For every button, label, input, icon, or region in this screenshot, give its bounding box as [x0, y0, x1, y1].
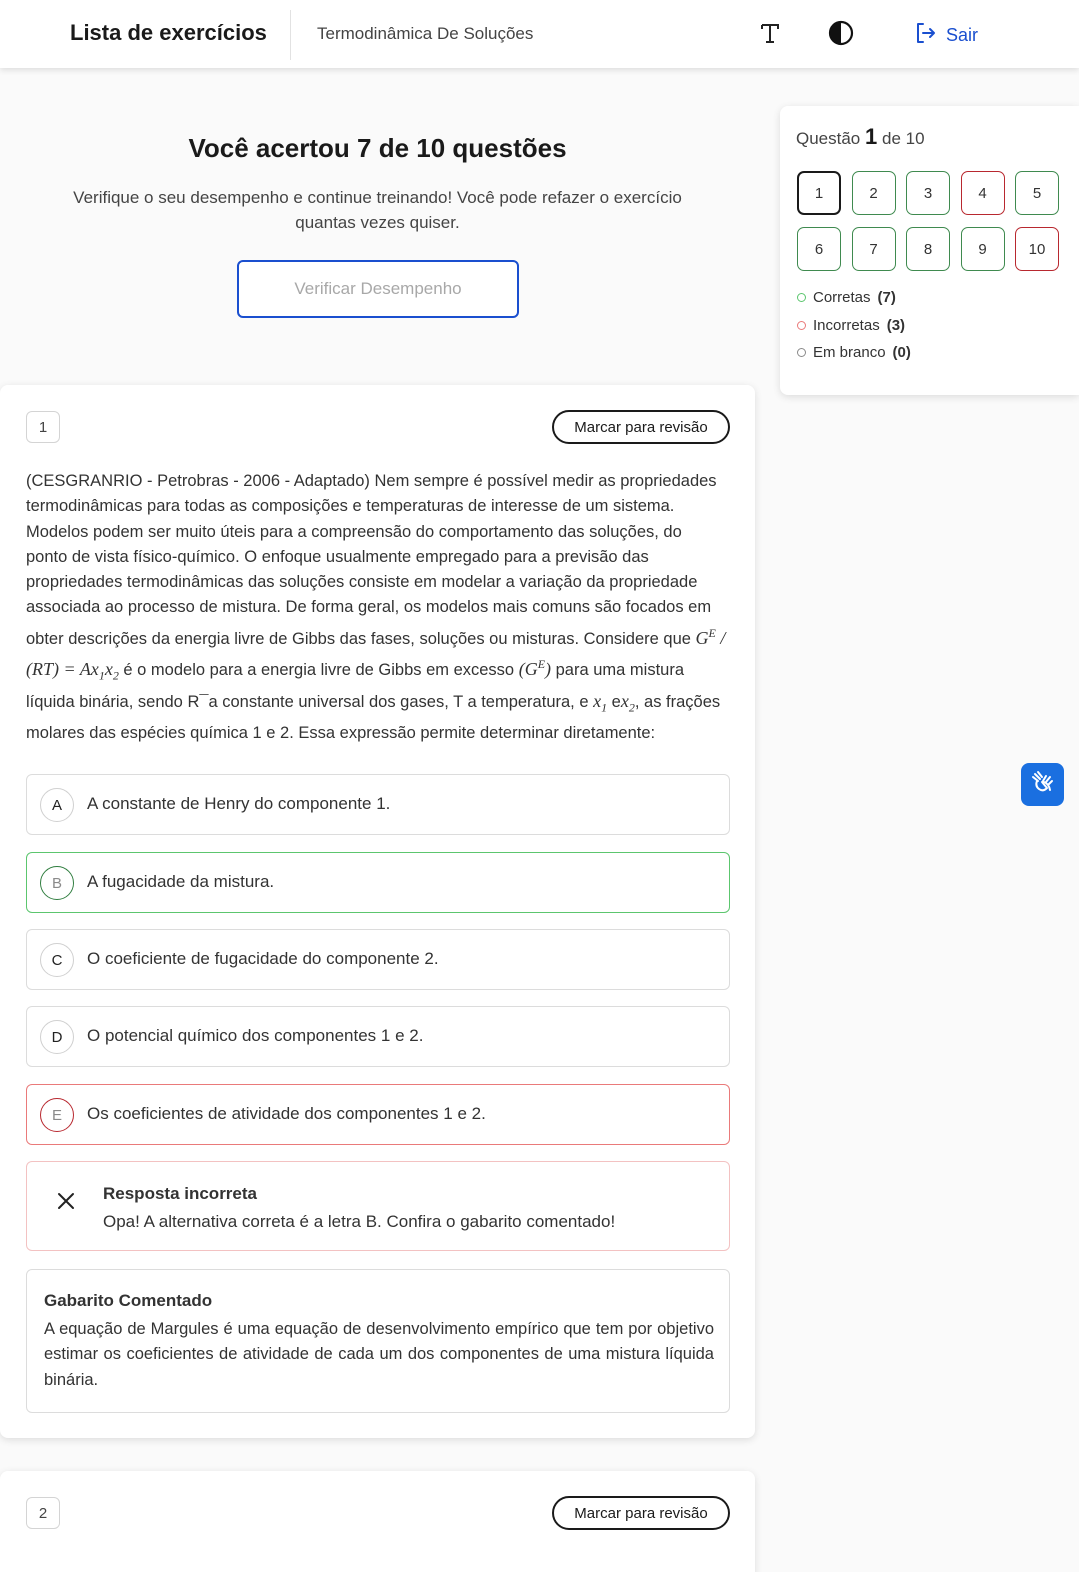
question-nav-button-8[interactable]: 8	[906, 227, 950, 271]
option-letter: B	[40, 866, 74, 900]
question-number: 2	[26, 1497, 60, 1529]
navigator-label-suffix: de 10	[881, 129, 925, 148]
incorrect-dot-icon	[797, 321, 806, 330]
question-nav-button-4[interactable]: 4	[961, 171, 1005, 215]
equation-x1: $x_1$	[593, 690, 608, 715]
question-nav-button-7[interactable]: 7	[852, 227, 896, 271]
status-legend	[797, 284, 911, 367]
question-nav-button-5[interactable]: 5	[1015, 171, 1059, 215]
question-nav-button-6[interactable]: 6	[797, 227, 841, 271]
result-subtitle: Verifique o seu desempenho e continue treinando! Você pode refazer o exercício quantas vezes quiser.	[73, 188, 682, 232]
logout-label: Sair	[946, 25, 979, 45]
option-text: O coeficiente de fugacidade do componente 2.	[87, 949, 439, 968]
question-nav-button-2[interactable]: 2	[852, 171, 896, 215]
option-letter: C	[40, 943, 74, 977]
close-icon	[55, 1190, 77, 1217]
option-b[interactable]	[26, 852, 730, 913]
stem-text-3: para uma mistura líquida binária, sendo R¯a constante universal dos gases, T a temperatura, e	[26, 661, 685, 711]
equation-ge: $(G^E)$	[518, 657, 552, 680]
explanation-text: A equação de Margules é uma equação de desenvolvimento empírico que tem por objetivo estimar os coeficientes de atividade de cada um dos componentes de uma mistura líquida binária.	[44, 1320, 714, 1389]
option-text: Os coeficientes de atividade dos componentes 1 e 2.	[87, 1104, 486, 1123]
mark-for-review-button[interactable]: Marcar para revisão	[552, 410, 730, 444]
top-bar	[0, 0, 1079, 68]
logout-icon	[914, 21, 938, 50]
option-text: O potencial químico dos componentes 1 e 2.	[87, 1026, 424, 1045]
verify-performance-button[interactable]: Verificar Desempenho	[237, 260, 519, 318]
explanation-title: Gabarito Comentado	[44, 1291, 213, 1310]
option-letter: D	[40, 1020, 74, 1054]
feedback-text: Opa! A alternativa correta é a letra B. Confira o gabarito comentado!	[103, 1212, 616, 1231]
mark-for-review-button[interactable]: Marcar para revisão	[552, 1496, 730, 1530]
legend-correct	[797, 284, 911, 312]
legend-correct-label: Corretas	[813, 289, 871, 307]
blank-dot-icon	[797, 348, 806, 357]
navigator-heading	[796, 124, 925, 150]
stem-text-4: e	[607, 692, 621, 711]
legend-correct-count: (7)	[877, 289, 896, 307]
legend-incorrect	[797, 312, 911, 340]
question-stem	[26, 469, 726, 746]
option-c[interactable]	[26, 929, 730, 990]
question-nav-button-10[interactable]: 10	[1015, 227, 1059, 271]
question-nav-button-1[interactable]: 1	[797, 171, 841, 215]
sign-language-icon	[1029, 768, 1057, 801]
question-card	[0, 1471, 755, 1572]
option-text: A constante de Henry do componente 1.	[87, 794, 391, 813]
question-navigator	[780, 106, 1079, 395]
navigator-label-prefix: Questão	[796, 129, 861, 148]
legend-incorrect-label: Incorretas	[813, 316, 880, 334]
contrast-icon[interactable]	[826, 18, 856, 48]
option-text: A fugacidade da mistura.	[87, 872, 275, 891]
legend-blank	[797, 339, 911, 367]
stem-text-2: é o modelo para a energia livre de Gibbs em excesso	[118, 661, 519, 680]
legend-blank-count: (0)	[892, 344, 911, 362]
legend-blank-label: Em branco	[813, 344, 886, 362]
font-size-icon[interactable]	[755, 18, 785, 48]
correct-dot-icon	[797, 293, 806, 302]
answer-feedback	[26, 1161, 730, 1251]
question-grid	[797, 171, 1059, 271]
feedback-title: Resposta incorreta	[103, 1184, 257, 1203]
logout-button[interactable]	[914, 21, 978, 50]
answer-explanation	[26, 1269, 730, 1413]
sign-language-button[interactable]	[1021, 763, 1064, 806]
option-a[interactable]	[26, 774, 730, 835]
subject-title: Termodinâmica De Soluções	[317, 24, 534, 43]
stem-text-5: , as frações molares das espécies química 1 e 2. Essa expressão permite determinar diretamente:	[26, 692, 721, 742]
header-divider	[290, 10, 291, 60]
question-nav-button-3[interactable]: 3	[906, 171, 950, 215]
option-letter: E	[40, 1098, 74, 1132]
equation-x2: $x_2$	[620, 690, 635, 715]
question-number: 1	[26, 411, 60, 443]
stem-text-1: (CESGRANRIO - Petrobras - 2006 - Adaptado) Nem sempre é possível medir as propriedades termodinâmicas para todas as composições e temperaturas de interesse de um sistema. Modelos podem ser muito úteis para a compreensão do comportamento das soluções, do ponto de vista físico-químico. O enfoque usualmente empregado para a previsão das propriedades termodinâmicas das soluções consiste em modelar a variação da propriedade associada ao processo de mistura. De forma geral, os modelos mais comuns são focados em obter descrições da energia livre de Gibbs das fases, soluções ou misturas. Considere que	[26, 472, 717, 648]
legend-incorrect-count: (3)	[886, 316, 906, 334]
option-d[interactable]	[26, 1006, 730, 1067]
question-nav-button-9[interactable]: 9	[961, 227, 1005, 271]
current-question-number: 1	[865, 124, 878, 149]
equation-ge-model: $G^E / (RT) = Ax_1x_2$	[26, 625, 726, 683]
result-title: Você acertou 7 de 10 questões	[188, 133, 567, 163]
app-title: Lista de exercícios	[70, 20, 267, 45]
question-card	[0, 385, 755, 1438]
option-letter: A	[40, 788, 74, 822]
option-e[interactable]	[26, 1084, 730, 1145]
